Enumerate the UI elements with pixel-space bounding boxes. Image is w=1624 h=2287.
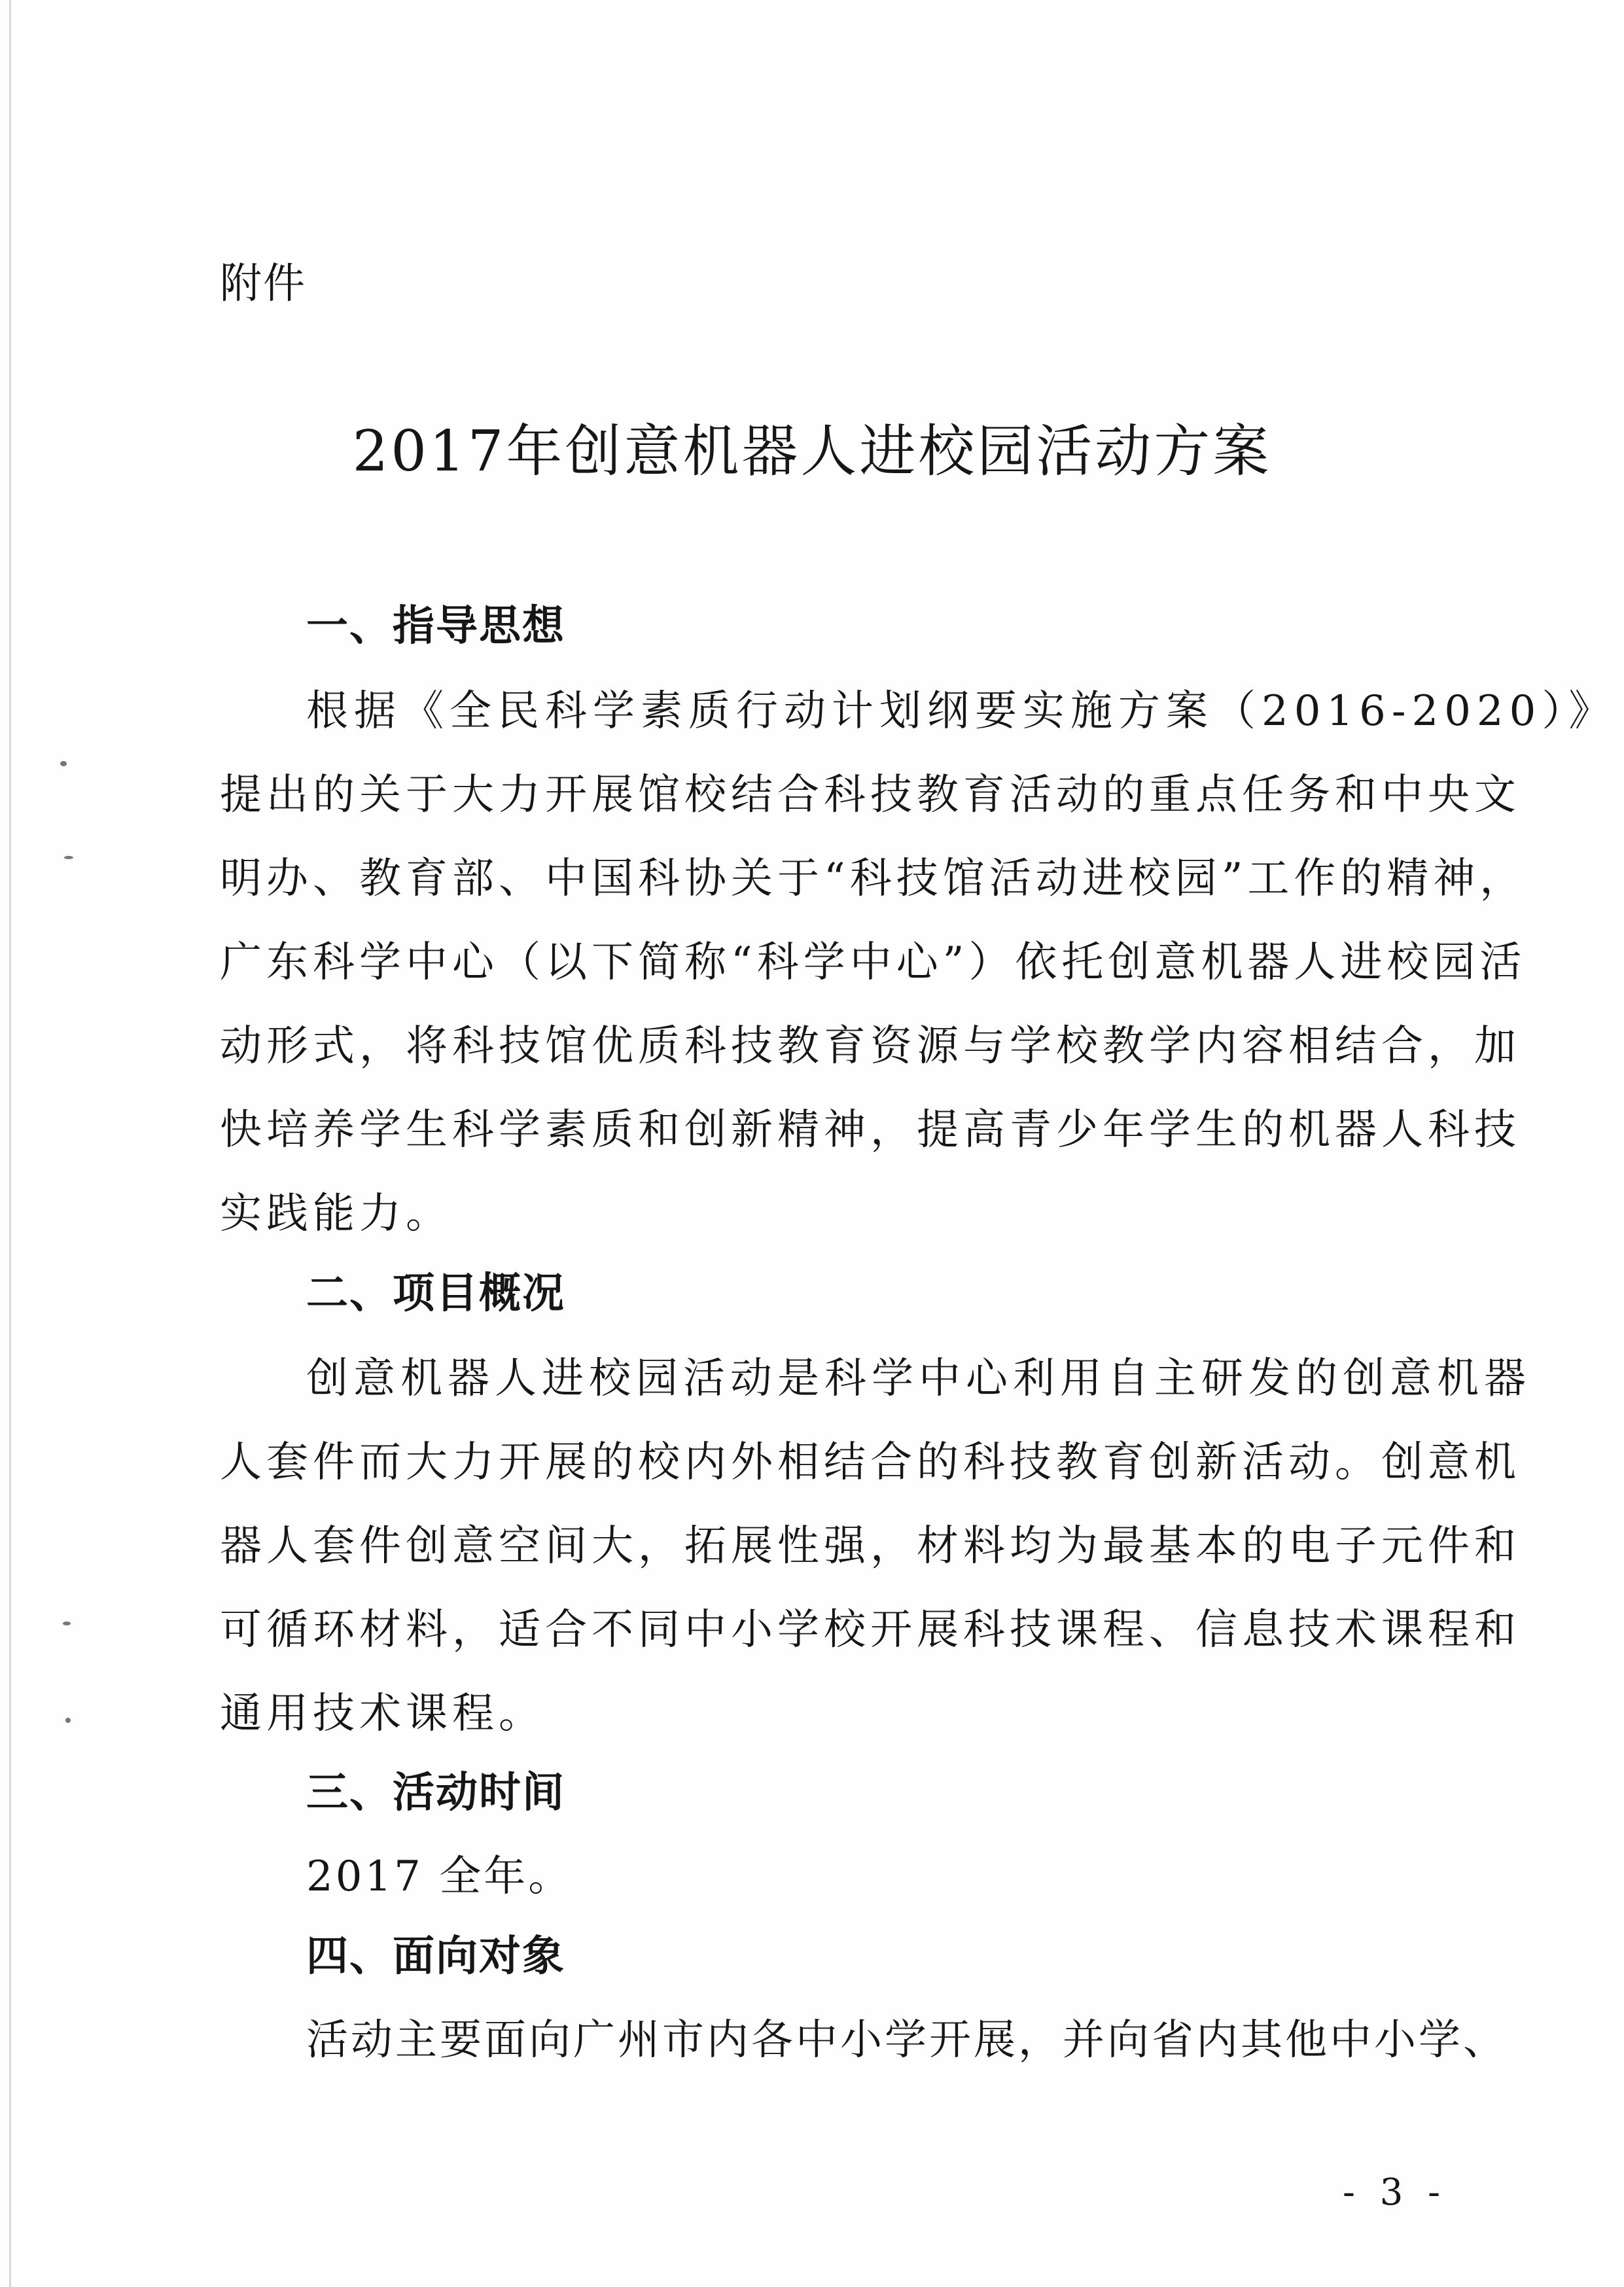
section-heading-activity-time: 三、活动时间 bbox=[306, 1769, 565, 1817]
document-title: 2017年创意机器人进校园活动方案 bbox=[352, 419, 1272, 484]
paragraph-line: 活动主要面向广州市内各中小学开展，并向省内其他中小学、 bbox=[306, 2016, 1508, 2065]
paragraph-line: 人套件而大力开展的校内外相结合的科技教育创新活动。创意机 bbox=[220, 1438, 1521, 1487]
paragraph-line: 器人套件创意空间大，拓展性强，材料均为最基本的电子元件和 bbox=[220, 1522, 1521, 1570]
section-heading-guiding-ideology: 一、指导思想 bbox=[306, 602, 565, 650]
paragraph-line: 明办、教育部、中国科协关于“科技馆活动进校园”工作的精神， bbox=[220, 855, 1527, 903]
paragraph-line: 根据《全民科学素质行动计划纲要实施方案（2016-2020）》 bbox=[306, 687, 1617, 736]
paragraph-line: 2017 全年。 bbox=[306, 1853, 573, 1901]
paragraph-line: 创意机器人进校园活动是科学中心利用自主研发的创意机器 bbox=[306, 1355, 1531, 1403]
section-heading-target-audience: 四、面向对象 bbox=[306, 1932, 565, 1981]
scan-left-edge bbox=[9, 0, 11, 2287]
paragraph-line: 提出的关于大力开展馆校结合科技教育活动的重点任务和中央文 bbox=[220, 771, 1521, 819]
paragraph-line: 可循环材料，适合不同中小学校开展科技课程、信息技术课程和 bbox=[220, 1606, 1521, 1654]
paragraph-line: 通用技术课程。 bbox=[220, 1690, 545, 1738]
section-heading-project-overview: 二、项目概况 bbox=[306, 1269, 565, 1318]
attachment-label: 附件 bbox=[220, 260, 306, 308]
paragraph-line: 动形式，将科技馆优质科技教育资源与学校教学内容相结合，加 bbox=[220, 1022, 1521, 1071]
paragraph-line: 实践能力。 bbox=[220, 1190, 452, 1238]
scan-speck bbox=[60, 761, 67, 766]
scan-speck bbox=[63, 1622, 71, 1625]
page-number: - 3 - bbox=[1343, 2171, 1447, 2214]
paragraph-line: 广东科学中心（以下简称“科学中心”）依托创意机器人进校园活 bbox=[220, 938, 1527, 987]
scan-speck bbox=[65, 1718, 71, 1723]
paragraph-line: 快培养学生科学素质和创新精神，提高青少年学生的机器人科技 bbox=[220, 1106, 1521, 1154]
scan-speck bbox=[64, 856, 73, 859]
